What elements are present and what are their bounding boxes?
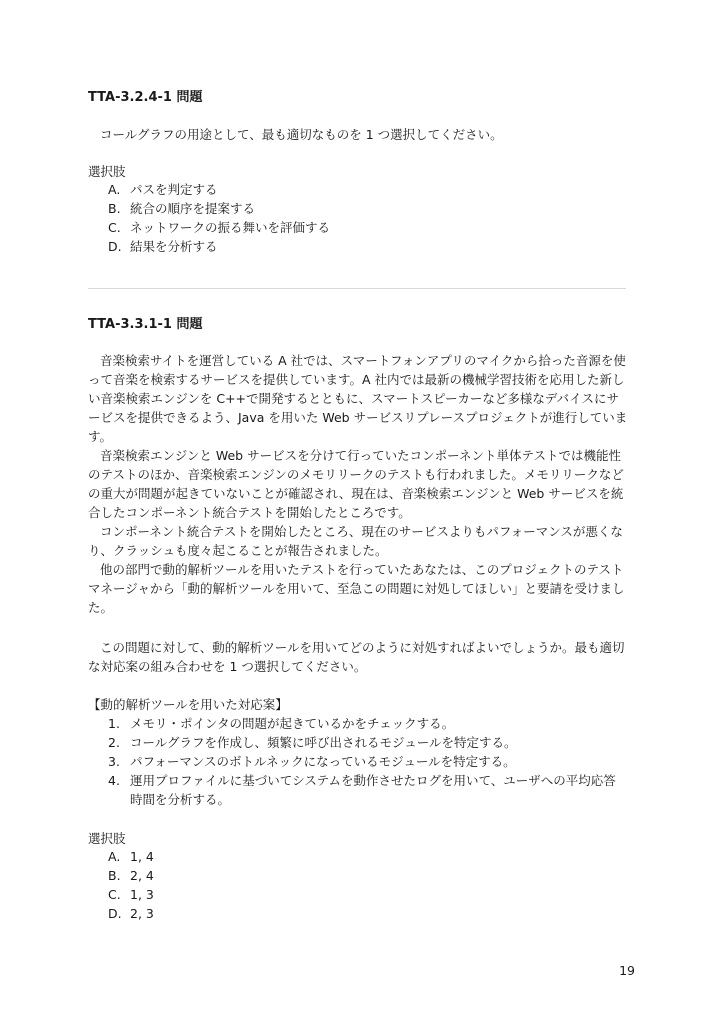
choice-key: B. bbox=[108, 201, 121, 216]
q1-title: TTA-3.2.4-1 問題 bbox=[88, 90, 203, 105]
choice-text: 結果を分析する bbox=[130, 239, 218, 254]
choice-key: C. bbox=[108, 220, 121, 235]
choice-text: 2, 3 bbox=[130, 906, 154, 921]
q2-choices-label: 選択肢 bbox=[88, 831, 126, 846]
choice-key: A. bbox=[108, 849, 121, 864]
choice-key: C. bbox=[108, 887, 121, 902]
choice-text: 1, 3 bbox=[130, 887, 154, 902]
q2-title: TTA-3.3.1-1 問題 bbox=[88, 317, 203, 332]
section-divider bbox=[88, 288, 626, 289]
step-text: コールグラフを作成し、頻繁に呼び出されるモジュールを特定する。 bbox=[130, 735, 517, 750]
q2-choice-d bbox=[108, 904, 154, 923]
q2-choice-c bbox=[108, 885, 154, 904]
q2-paragraph-2: 音楽検索エンジンと Web サービスを分けて行っていたコンポーネント単体テストでは機能性のテストのほか、音楽検索エンジンのメモリリークのテストも行われました。メモリリークなどの重大が問題が起きていないことが確認され、現在は、音楽検索エンジンと Web サービスを統合したコンポーネント統合テストを開始したところです。 bbox=[88, 448, 624, 520]
choice-text: ネットワークの振る舞いを評価する bbox=[130, 220, 331, 235]
q1-question-text: コールグラフの用途として、最も適切なものを 1 つ選択してください。 bbox=[100, 127, 503, 142]
q2-question-text: この問題に対して、動的解析ツールを用いてどのように対処すればよいでしょうか。最も適切な対応案の組み合わせを 1 つ選択してください。 bbox=[88, 640, 625, 674]
step-number: 4. bbox=[108, 773, 120, 788]
q2-choices bbox=[108, 847, 154, 923]
q1-choice-d bbox=[108, 237, 330, 256]
q2-choice-b bbox=[108, 866, 154, 885]
q1-choices bbox=[108, 180, 330, 256]
step-text: パフォーマンスのボトルネックになっているモジュールを特定する。 bbox=[130, 754, 516, 769]
q2-list-title: 【動的解析ツールを用いた対応案】 bbox=[88, 697, 288, 712]
q2-step-1 bbox=[108, 714, 628, 733]
choice-key: B. bbox=[108, 868, 121, 883]
page-number: 19 bbox=[619, 963, 635, 978]
choice-key: D. bbox=[108, 239, 122, 254]
q1-choice-a bbox=[108, 180, 330, 199]
q2-step-3 bbox=[108, 752, 628, 771]
choice-text: 2, 4 bbox=[130, 868, 154, 883]
q2-scenario bbox=[88, 351, 628, 617]
q1-choices-label: 選択肢 bbox=[88, 164, 126, 179]
q2-steps bbox=[108, 714, 628, 809]
step-number: 3. bbox=[108, 754, 120, 769]
choice-key: D. bbox=[108, 906, 122, 921]
q2-choice-a bbox=[108, 847, 154, 866]
q1-choice-c bbox=[108, 218, 330, 237]
q2-question bbox=[88, 638, 628, 676]
q2-step-4 bbox=[108, 771, 628, 809]
q2-paragraph-4: 他の部門で動的解析ツールを用いたテストを行っていたあなたは、このプロジェクトのテストマネージャから「動的解析ツールを用いて、至急この問題に対処してほしい」と要請を受けました。 bbox=[88, 562, 625, 615]
q2-step-2 bbox=[108, 733, 628, 752]
q1-choice-b bbox=[108, 199, 330, 218]
choice-text: パスを判定する bbox=[130, 182, 218, 197]
step-text: 運用プロファイルに基づいてシステムを動作させたログを用いて、ユーザへの平均応答時間を分析する。 bbox=[130, 773, 616, 807]
q2-paragraph-1: 音楽検索サイトを運営している A 社では、スマートフォンアプリのマイクから拾った音源を使って音楽を検索するサービスを提供しています。A 社内では最新の機械学習技術を応用した新しい音楽検索エンジンを C++で開発するとともに、スマートスピーカーなど多様なデバイスにサービスを提供できるよう、Java を用いた Web サービスリプレースプロジェクトが進行しています。 bbox=[88, 353, 628, 444]
q1-question bbox=[88, 125, 628, 144]
step-text: メモリ・ポインタの問題が起きているかをチェックする。 bbox=[130, 716, 455, 731]
choice-text: 統合の順序を提案する bbox=[130, 201, 256, 216]
step-number: 2. bbox=[108, 735, 120, 750]
choice-text: 1, 4 bbox=[130, 849, 154, 864]
q2-paragraph-3: コンポーネント統合テストを開始したところ、現在のサービスよりもパフォーマンスが悪くなり、クラッシュも度々起こることが報告されました。 bbox=[88, 524, 623, 558]
step-number: 1. bbox=[108, 716, 120, 731]
choice-key: A. bbox=[108, 182, 121, 197]
